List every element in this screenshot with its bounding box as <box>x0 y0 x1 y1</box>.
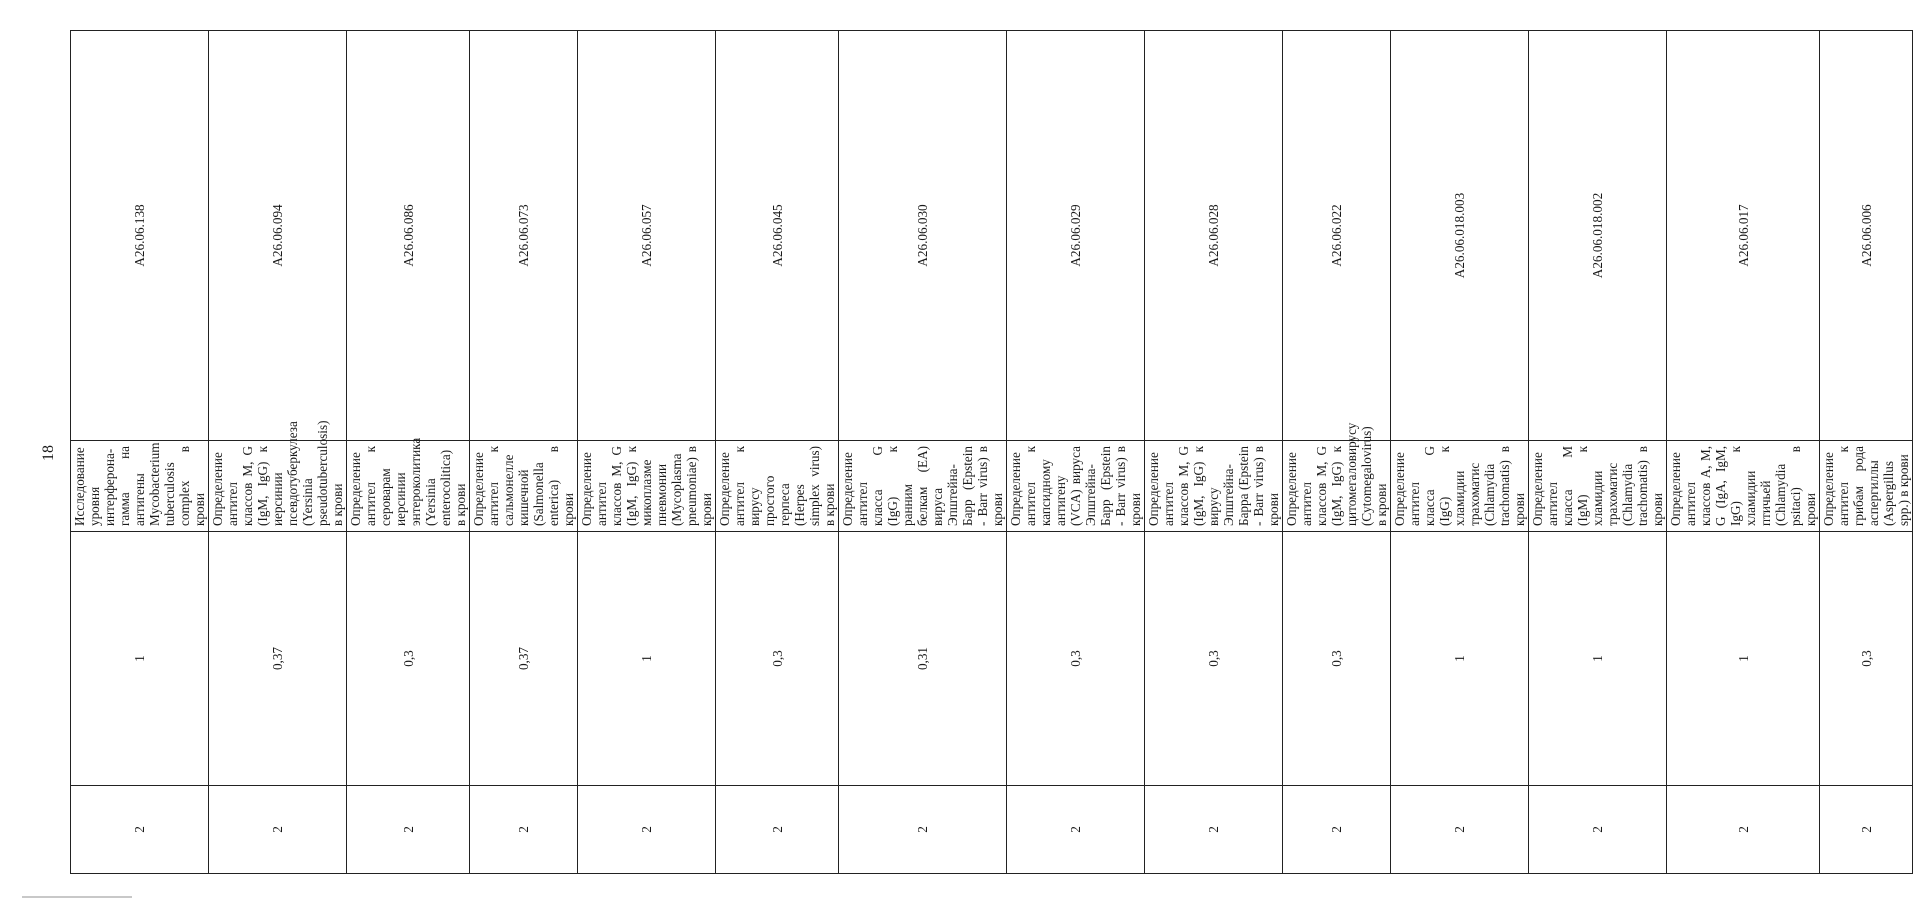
count-cell: 2 <box>1007 786 1145 874</box>
code-cell: A26.06.028 <box>1145 31 1283 441</box>
value-cell: 1 <box>1391 532 1529 786</box>
value-cell: 0,3 <box>716 532 839 786</box>
code-cell: A26.06.006 <box>1820 31 1913 441</box>
value-cell: 1 <box>578 532 716 786</box>
scan-edge-mark <box>22 896 132 898</box>
description-cell: Определение антител классов M, G (IgM, IgG) к вирусу Эпштейна-Барра (Epstein - Barr virus) в крови <box>1145 441 1283 532</box>
value-cell: 0,3 <box>1283 532 1391 786</box>
value-cell: 0,37 <box>470 532 578 786</box>
table-row <box>1145 31 1283 874</box>
value-cell: 0,3 <box>1007 532 1145 786</box>
count-cell: 2 <box>1667 786 1820 874</box>
count-cell: 2 <box>470 786 578 874</box>
code-cell: A26.06.022 <box>1283 31 1391 441</box>
services-table <box>70 30 1913 874</box>
count-cell: 2 <box>1145 786 1283 874</box>
table-row <box>470 31 578 874</box>
description-cell: Определение антител к капсидному антигену (VCA) вируса Эпштейна-Барр (Epstein - Barr virus) в крови <box>1007 441 1145 532</box>
value-cell: 1 <box>1529 532 1667 786</box>
table-row <box>839 31 1007 874</box>
code-cell: A26.06.094 <box>209 31 347 441</box>
description-cell: Определение антител классов M, G (IgM, IgG) к иерсинии псевдотуберкулеза (Yersinia pseudotuberculosis) в крови <box>209 441 347 532</box>
table-row <box>1007 31 1145 874</box>
code-cell: A26.06.057 <box>578 31 716 441</box>
description-cell: Определение антител класса M (IgM) к хламидии трахоматис (Chlamydia trachomatis) в крови <box>1529 441 1667 532</box>
description-cell: Определение антител к грибам рода аспергиллы (Aspergillus spp.) в крови <box>1820 441 1913 532</box>
rotated-table-container <box>70 31 1911 874</box>
count-cell: 2 <box>839 786 1007 874</box>
description-cell: Определение антител к сероварам иерсинии энтероколитика (Yersinia enterocolitica) в крови <box>347 441 470 532</box>
count-cell: 2 <box>1820 786 1913 874</box>
description-cell: Определение антител классов M, G (IgM, IgG) к цитомегаловирусу (Cytomegalovirus) в крови <box>1283 441 1391 532</box>
description-cell: Определение антител к вирусу простого герпеса (Herpes simplex virus) в крови <box>716 441 839 532</box>
table-row <box>1667 31 1820 874</box>
code-cell: A26.06.018.002 <box>1529 31 1667 441</box>
code-cell: A26.06.017 <box>1667 31 1820 441</box>
count-cell: 2 <box>1391 786 1529 874</box>
table-row <box>716 31 839 874</box>
table-row <box>578 31 716 874</box>
table-row <box>1391 31 1529 874</box>
code-cell: A26.06.138 <box>71 31 209 441</box>
table-row <box>209 31 347 874</box>
count-cell: 2 <box>1529 786 1667 874</box>
value-cell: 0,3 <box>347 532 470 786</box>
table-row <box>1529 31 1667 874</box>
table-row <box>1283 31 1391 874</box>
value-cell: 0,31 <box>839 532 1007 786</box>
count-cell: 2 <box>716 786 839 874</box>
code-cell: A26.06.086 <box>347 31 470 441</box>
value-cell: 0,3 <box>1820 532 1913 786</box>
count-cell: 2 <box>578 786 716 874</box>
value-cell: 1 <box>1667 532 1820 786</box>
count-cell: 2 <box>1283 786 1391 874</box>
code-cell: A26.06.045 <box>716 31 839 441</box>
description-cell: Определение антител класса G (IgG) к хламидии трахоматис (Chlamydia trachomatis) в крови <box>1391 441 1529 532</box>
count-cell: 2 <box>209 786 347 874</box>
table-row <box>1820 31 1913 874</box>
page-number: 18 <box>40 445 57 461</box>
value-cell: 0,37 <box>209 532 347 786</box>
count-cell: 2 <box>71 786 209 874</box>
description-cell: Определение антител к сальмонелле кишечной (Salmonella enterica) в крови <box>470 441 578 532</box>
value-cell: 0,3 <box>1145 532 1283 786</box>
description-cell: Исследование уровня интерферона-гамма на антигены Mycobacterium tuberculosis complex в крови <box>71 441 209 532</box>
code-cell: A26.06.073 <box>470 31 578 441</box>
description-cell: Определение антител классов A, M, G (IgA, IgM, IgG) к хламидии птичьей (Chlamydia psitaci) в крови <box>1667 441 1820 532</box>
table-row <box>347 31 470 874</box>
code-cell: A26.06.029 <box>1007 31 1145 441</box>
table-row <box>71 31 209 874</box>
description-cell: Определение антител класса G (IgG) к ранним белкам (EA) вируса Эпштейна-Барр (Epstein - Barr virus) в крови <box>839 441 1007 532</box>
value-cell: 1 <box>71 532 209 786</box>
code-cell: A26.06.030 <box>839 31 1007 441</box>
count-cell: 2 <box>347 786 470 874</box>
code-cell: A26.06.018.003 <box>1391 31 1529 441</box>
description-cell: Определение антител классов M, G (IgM, IgG) к микоплазме пневмонии (Mycoplasma pneumoniae) в крови <box>578 441 716 532</box>
